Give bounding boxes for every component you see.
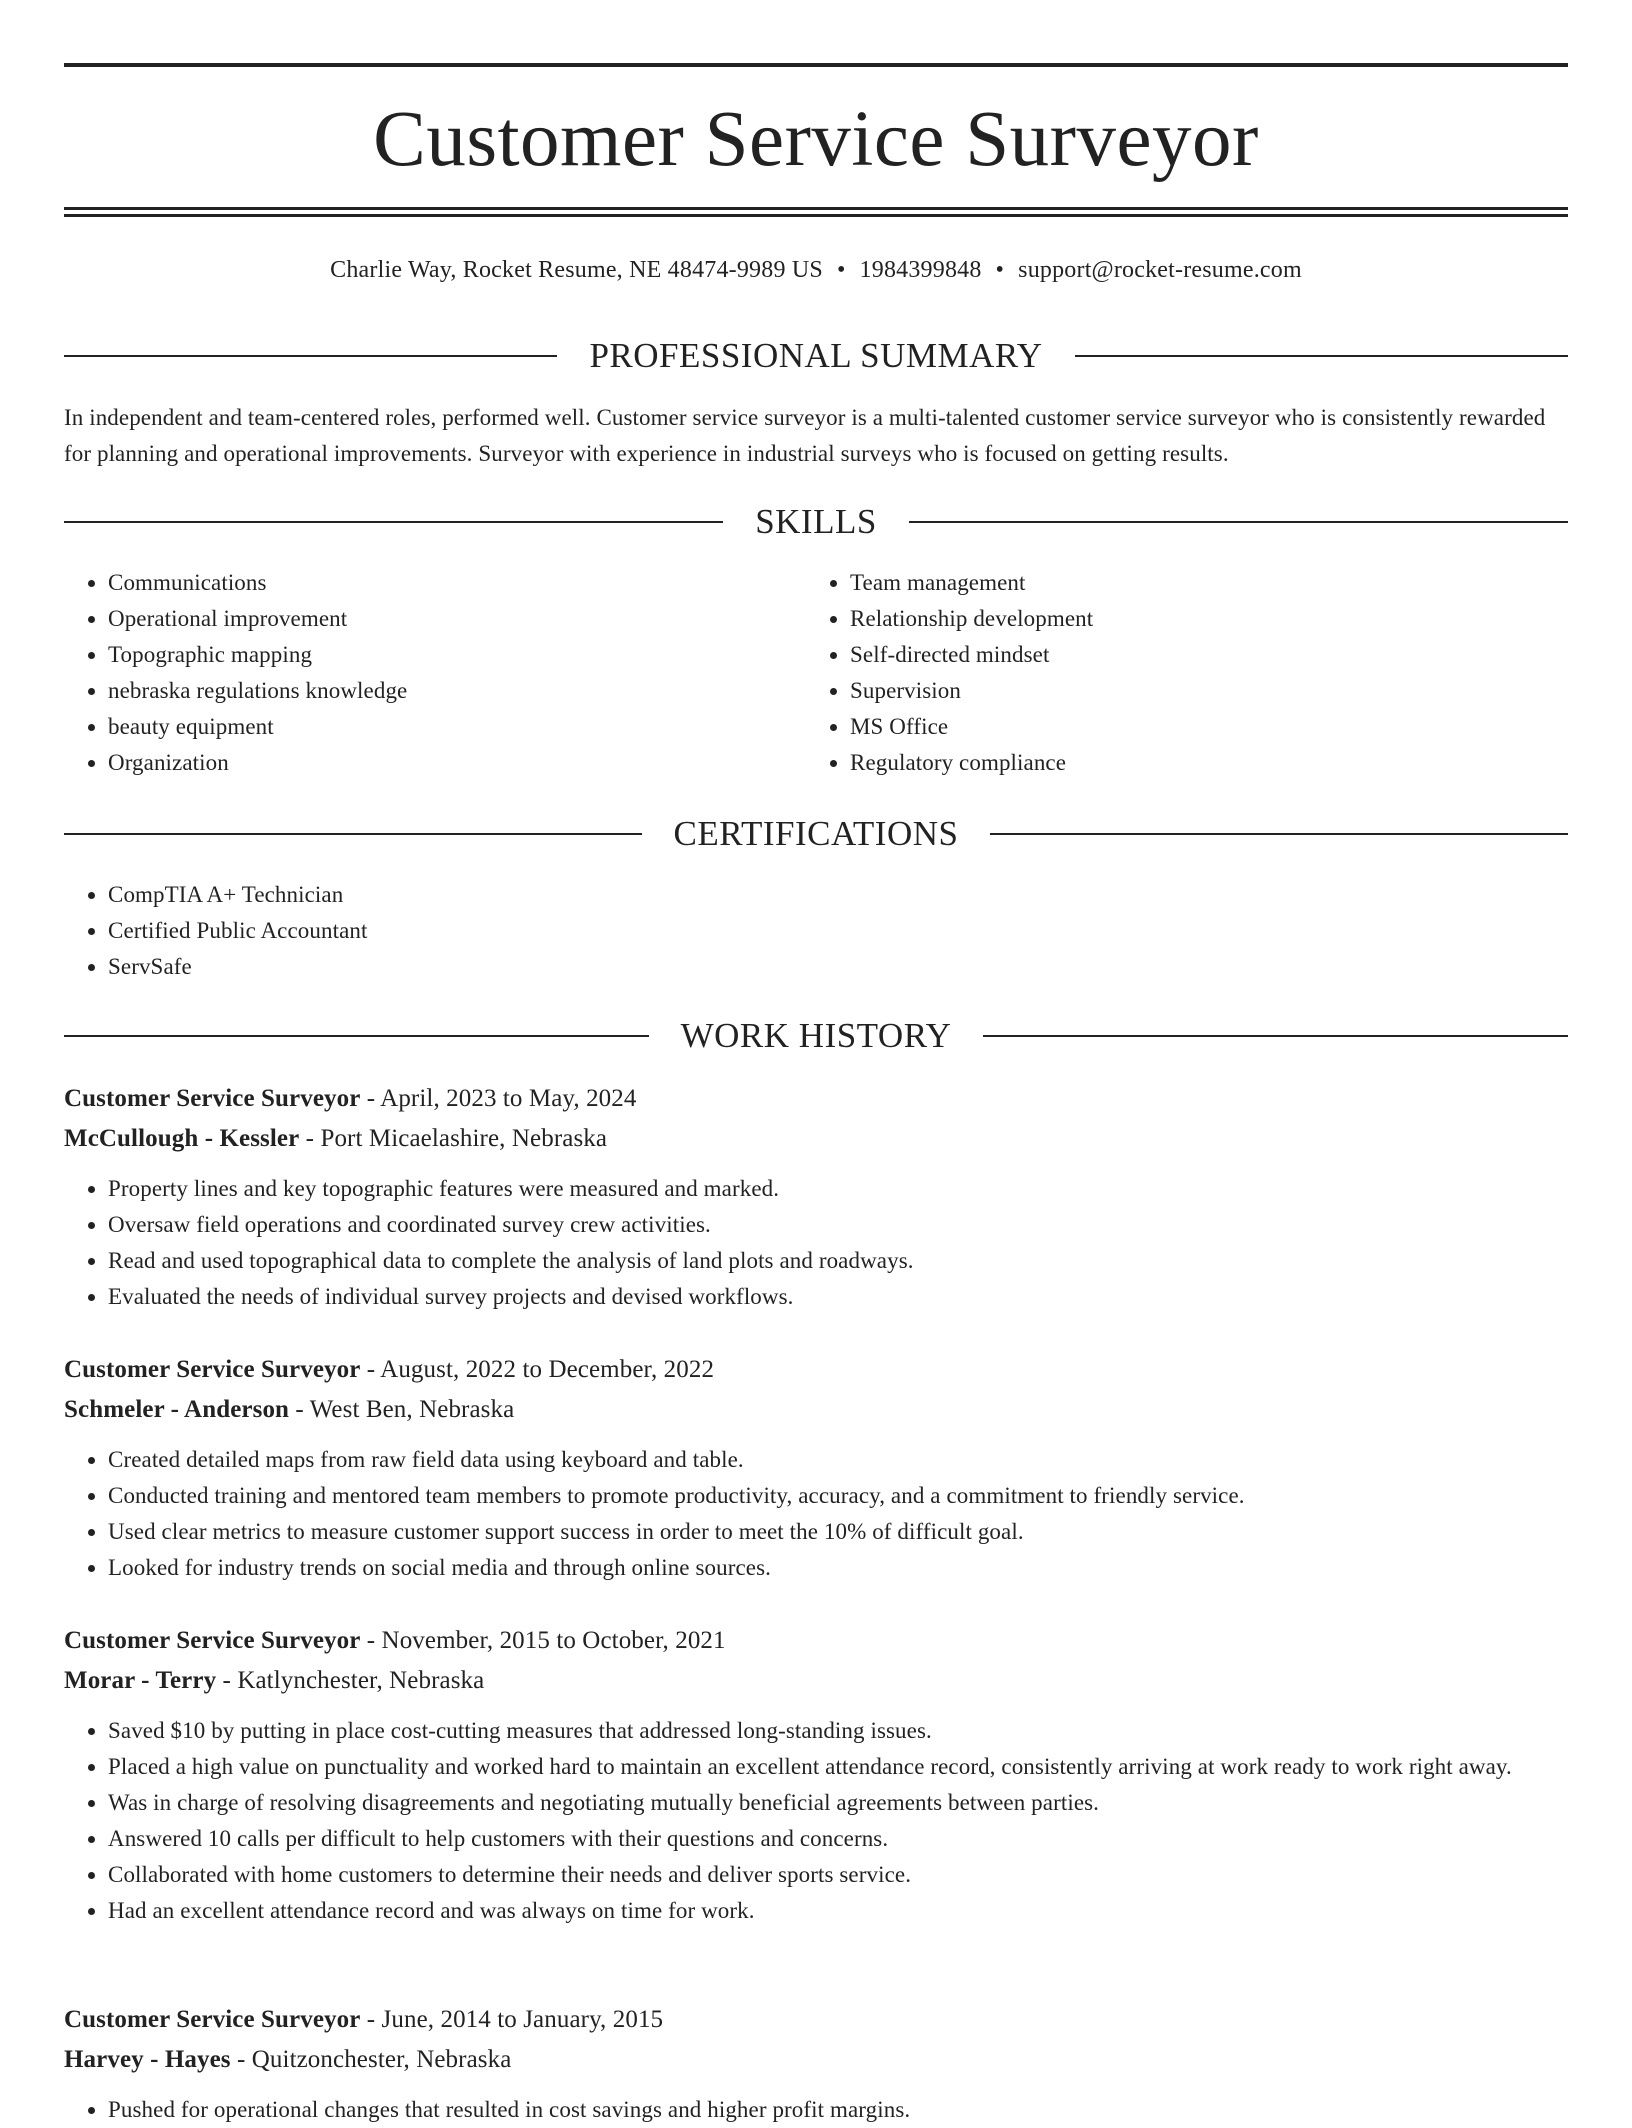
- job-company-line: [64, 2040, 1568, 2080]
- job-title-line: [64, 2000, 1568, 2040]
- job-bullet: • Evaluated the needs of individual survey projects and devised workflows.: [108, 1279, 1568, 1315]
- job-bullet: • Pushed for operational changes that resulted in cost savings and higher profit margins.: [108, 2092, 1568, 2128]
- skill-item: • Operational improvement: [108, 601, 806, 637]
- section-rule-left: [64, 833, 642, 835]
- section-title-certifications: CERTIFICATIONS: [673, 814, 959, 853]
- job-role: Customer Service Surveyor: [64, 1356, 361, 1383]
- skill-item: • Organization: [108, 745, 806, 781]
- job-bullet: • Conducted training and mentored team members to promote productivity, accuracy, and a commitment to friendly service.: [108, 1478, 1568, 1514]
- job-entry: [64, 2000, 1568, 2128]
- job-company: Schmeler - Anderson: [64, 1396, 290, 1423]
- section-header-summary: [64, 338, 1568, 373]
- job-bullets: [64, 1713, 1568, 1929]
- job-title-line: [64, 1621, 1568, 1661]
- section-header-work: [64, 1018, 1568, 1053]
- job-bullet: • Created detailed maps from raw field data using keyboard and table.: [108, 1442, 1568, 1478]
- section-rule-right: [983, 1035, 1568, 1037]
- job-title-line: [64, 1350, 1568, 1390]
- job-bullets: [64, 2092, 1568, 2128]
- job-bullet: • Property lines and key topographic features were measured and marked.: [108, 1171, 1568, 1207]
- job-location: - Katlynchester, Nebraska: [216, 1667, 485, 1694]
- job-location: - Quitzonchester, Nebraska: [230, 2046, 512, 2073]
- skill-item: • Self-directed mindset: [850, 637, 1568, 673]
- skill-item: • Regulatory compliance: [850, 745, 1568, 781]
- job-dates: - June, 2014 to January, 2015: [360, 2006, 664, 2033]
- job-bullet: • Collaborated with home customers to determine their needs and deliver sports service.: [108, 1857, 1568, 1893]
- job-company-line: [64, 1119, 1568, 1159]
- job-bullets: [64, 1171, 1568, 1315]
- contact-line: [64, 258, 1568, 282]
- certifications-list: [64, 877, 1612, 985]
- contact-email: support@rocket-resume.com: [1018, 257, 1302, 283]
- section-header-skills: [64, 504, 1568, 539]
- contact-address: Charlie Way, Rocket Resume, NE 48474-9989 US: [330, 257, 823, 283]
- top-rule: [64, 63, 1568, 67]
- job-bullet: • Used clear metrics to measure customer support success in order to meet the 10% of difficult goal.: [108, 1514, 1568, 1550]
- job-role: Customer Service Surveyor: [64, 2006, 361, 2033]
- section-header-certifications: [64, 816, 1568, 851]
- job-bullet: • Read and used topographical data to complete the analysis of land plots and roadways.: [108, 1243, 1568, 1279]
- job-company: Morar - Terry: [64, 1667, 217, 1694]
- job-role: Customer Service Surveyor: [64, 1085, 361, 1112]
- certification-item: • ServSafe: [108, 949, 1612, 985]
- job-dates: - April, 2023 to May, 2024: [360, 1085, 637, 1112]
- job-company: McCullough - Kessler: [64, 1125, 300, 1152]
- job-role: Customer Service Surveyor: [64, 1627, 361, 1654]
- skill-item: • Topographic mapping: [108, 637, 806, 673]
- job-bullet: • Had an excellent attendance record and was always on time for work.: [108, 1893, 1568, 1929]
- job-location: - West Ben, Nebraska: [289, 1396, 515, 1423]
- contact-phone: 1984399848: [859, 257, 982, 283]
- skills-column-left: [64, 565, 806, 781]
- job-dates: - August, 2022 to December, 2022: [360, 1356, 715, 1383]
- title-double-rule: [64, 207, 1568, 217]
- job-entry: [64, 1621, 1568, 1929]
- job-bullet: • Looked for industry trends on social media and through online sources.: [108, 1550, 1568, 1586]
- section-title-work: WORK HISTORY: [680, 1016, 952, 1055]
- job-bullet: • Saved $10 by putting in place cost-cutting measures that addressed long-standing issues.: [108, 1713, 1568, 1749]
- separator-dot: •: [836, 257, 846, 283]
- section-rule-right: [1075, 355, 1568, 357]
- job-company-line: [64, 1661, 1568, 1701]
- skill-item: • Communications: [108, 565, 806, 601]
- job-company-line: [64, 1390, 1568, 1430]
- job-location: - Port Micaelashire, Nebraska: [299, 1125, 608, 1152]
- section-rule-left: [64, 521, 723, 523]
- section-rule-left: [64, 1035, 649, 1037]
- section-title-summary: PROFESSIONAL SUMMARY: [589, 336, 1043, 375]
- job-company: Harvey - Hayes: [64, 2046, 231, 2073]
- skill-item: • Supervision: [850, 673, 1568, 709]
- section-rule-right: [990, 833, 1568, 835]
- job-entry: [64, 1079, 1568, 1315]
- summary-text: In independent and team-centered roles, performed well. Customer service surveyor is a multi-talented customer service surveyor who is consistently rewarded for planning and operational improvements. Surveyor with experience in industrial surveys who is focused on getting results.: [64, 405, 1546, 466]
- skill-item: • Relationship development: [850, 601, 1568, 637]
- separator-dot: •: [995, 257, 1005, 283]
- certification-item: • CompTIA A+ Technician: [108, 877, 1612, 913]
- skill-item: • Team management: [850, 565, 1568, 601]
- skill-item: • MS Office: [850, 709, 1568, 745]
- job-bullet: • Was in charge of resolving disagreements and negotiating mutually beneficial agreements between parties.: [108, 1785, 1568, 1821]
- certification-item: • Certified Public Accountant: [108, 913, 1612, 949]
- skills-column-right: [806, 565, 1568, 781]
- job-dates: - November, 2015 to October, 2021: [360, 1627, 726, 1654]
- section-rule-right: [909, 521, 1568, 523]
- resume-title: Customer Service Surveyor: [373, 96, 1259, 183]
- skill-item: • beauty equipment: [108, 709, 806, 745]
- job-title-line: [64, 1079, 1568, 1119]
- section-title-skills: SKILLS: [755, 502, 877, 541]
- section-rule-left: [64, 355, 557, 357]
- job-entry: [64, 1350, 1568, 1586]
- job-bullet: • Oversaw field operations and coordinated survey crew activities.: [108, 1207, 1568, 1243]
- job-bullet: • Answered 10 calls per difficult to help customers with their questions and concerns.: [108, 1821, 1568, 1857]
- job-bullet: • Placed a high value on punctuality and worked hard to maintain an excellent attendance record, consistently arriving at work ready to work right away.: [108, 1749, 1568, 1785]
- skills-list: [64, 565, 1568, 781]
- job-bullets: [64, 1442, 1568, 1586]
- skill-item: • nebraska regulations knowledge: [108, 673, 806, 709]
